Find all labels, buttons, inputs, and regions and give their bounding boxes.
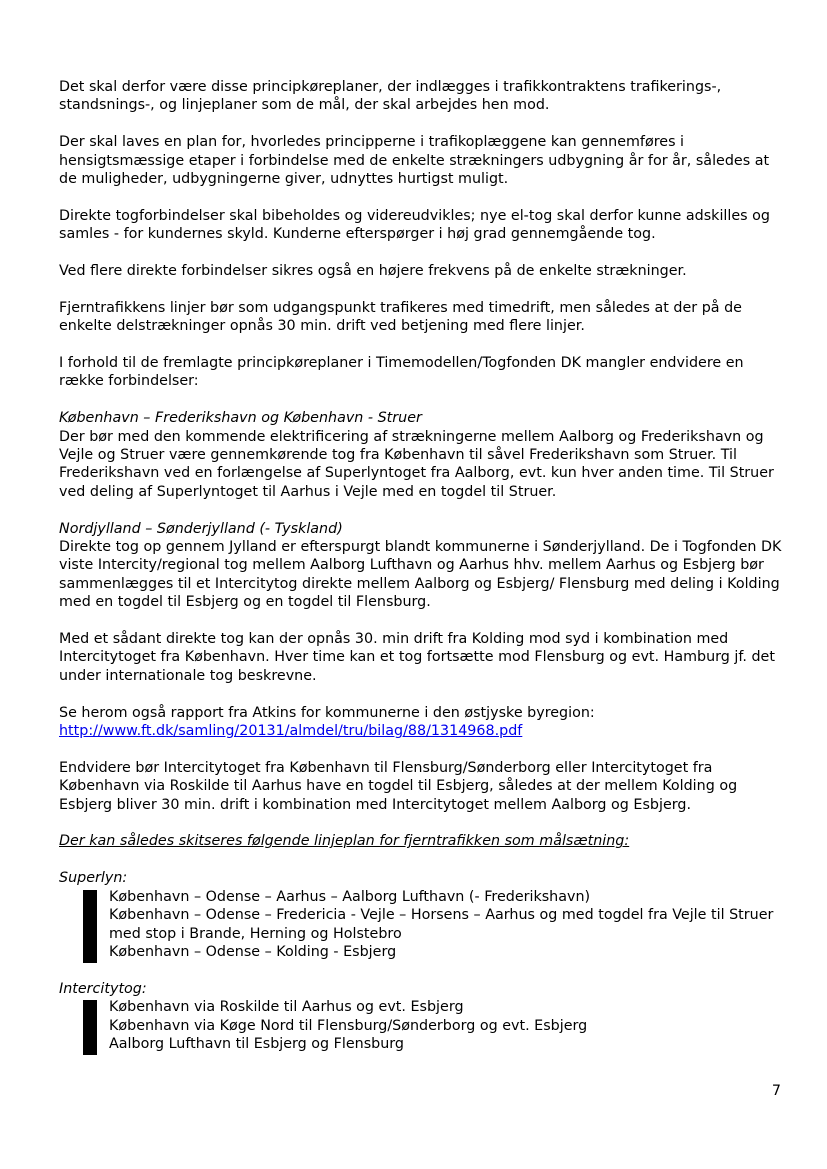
paragraph-manglende-forbindelser: I forhold til de fremlagte principkøreplaner i Timemodellen/Togfonden DK mangler endvidere en række forbindelser: <box>59 355 744 390</box>
paragraph-30-min-drift: Med et sådant direkte tog kan der opnås 30. min drift fra Kolding mod syd i kombination med Intercitytoget fra København. Hver time kan et tog fortsætte mod Flensburg og evt. Hamburg jf. det under internationale tog beskrevne. <box>59 631 775 684</box>
square-bullet-icon <box>83 945 97 963</box>
atkins-report-link[interactable]: http://www.ft.dk/samling/20131/almdel/tru/bilag/88/1314968.pdf <box>59 723 523 740</box>
paragraph-togdel-esbjerg: Endvidere bør Intercitytoget fra København til Flensburg/Sønderborg eller Intercitytoget fra København via Roskilde til Aarhus have en togdel til Esbjerg, således at der mellem Kolding og Esbjerg bliver 30 min. drift i kombination med Intercitytoget mellem Aalborg og Esbjerg. <box>59 759 738 813</box>
superlyn-list <box>59 888 783 962</box>
list-item: København – Odense – Aarhus – Aalborg Lufthavn (- Frederikshavn) <box>83 888 783 906</box>
paragraph-principkoereplaner: Det skal derfor være disse principkøreplaner, der indlægges i trafikkontraktens trafikerings-, standsnings-, og linjeplaner som de mål, der skal arbejdes hen mod. <box>59 79 722 114</box>
square-bullet-icon <box>83 908 97 945</box>
list-item: Aalborg Lufthavn til Esbjerg og Flensburg <box>83 1035 783 1053</box>
intercity-heading: Intercitytog: <box>59 980 147 997</box>
summary-heading: Der kan således skitseres følgende linjeplan for fjerntrafikken som målsætning: <box>59 833 630 850</box>
intercity-list <box>59 998 783 1053</box>
paragraph-atkins-rapport <box>59 704 783 741</box>
section-nordjylland-soenderjylland <box>59 520 783 612</box>
atkins-text: Se herom også rapport fra Atkins for kommunerne i den østjyske byregion: <box>59 704 595 721</box>
page-number: 7 <box>771 1083 781 1099</box>
section-koebenhavn-frederikshavn-struer <box>59 409 783 501</box>
paragraph-timedrift: Fjerntrafikkens linjer bør som udgangspunkt trafikeres med timedrift, men således at der på de enkelte delstrækninger opnås 30 min. drift ved betjening med flere linjer. <box>59 299 742 335</box>
list-item: København via Køge Nord til Flensburg/Sønderborg og evt. Esbjerg <box>83 1017 783 1035</box>
list-item: København via Roskilde til Aarhus og evt. Esbjerg <box>83 998 783 1016</box>
section-body: Der bør med den kommende elektrificering af strækningerne mellem Aalborg og Frederikshavn og Vejle og Struer være gennemkørende tog fra København til såvel Frederikshavn som Struer. Til Frederikshavn ved en forlængelse af Superlyntoget fra Aalborg, evt. kun hver anden time. Til Struer ved deling af Superlyntoget til Aarhus i Vejle med en togdel til Struer. <box>59 428 774 500</box>
list-item: København – Odense – Fredericia - Vejle – Horsens – Aarhus og med togdel fra Vejle til Struer med stop i Brande, Herning og Holstebro <box>83 906 783 943</box>
paragraph-direkte-togforbindelser: Direkte togforbindelser skal bibeholdes og videreudvikles; nye el-tog skal derfor kunne adskilles og samles - for kundernes skyld. Kunderne efterspørger i høj grad gennemgående tog. <box>59 207 770 243</box>
paragraph-etaper: Der skal laves en plan for, hvorledes principperne i trafikoplæggene kan gennemføres i hensigtsmæssige etaper i forbindelse med de enkelte strækningers udbygning år for år, således at de muligheder, udbygningerne giver, udnyttes hurtigst muligt. <box>59 134 770 188</box>
superlyn-section <box>59 869 783 961</box>
document-page <box>59 78 783 1072</box>
section-heading: Nordjylland – Sønderjylland (- Tyskland) <box>59 520 343 537</box>
section-body: Direkte tog op gennem Jylland er efterspurgt blandt kommunerne i Sønderjylland. De i Togfonden DK viste Intercity/regional tog mellem Aalborg Lufthavn og Aarhus hhv. mellem Aarhus og Esbjerg bør sammenlægges til et Intercitytog direkte mellem Aalborg og Esbjerg/ Flensburg med deling i Kolding med en togdel til Esbjerg og en togdel til Flensburg. <box>59 539 782 611</box>
list-item: København – Odense – Kolding - Esbjerg <box>83 943 783 961</box>
section-heading: København – Frederikshavn og København - Struer <box>59 410 422 427</box>
intercity-section <box>59 980 783 1054</box>
superlyn-heading: Superlyn: <box>59 870 128 887</box>
square-bullet-icon <box>83 1037 97 1055</box>
paragraph-frekvens: Ved flere direkte forbindelser sikres også en højere frekvens på de enkelte strækninger. <box>59 263 687 280</box>
